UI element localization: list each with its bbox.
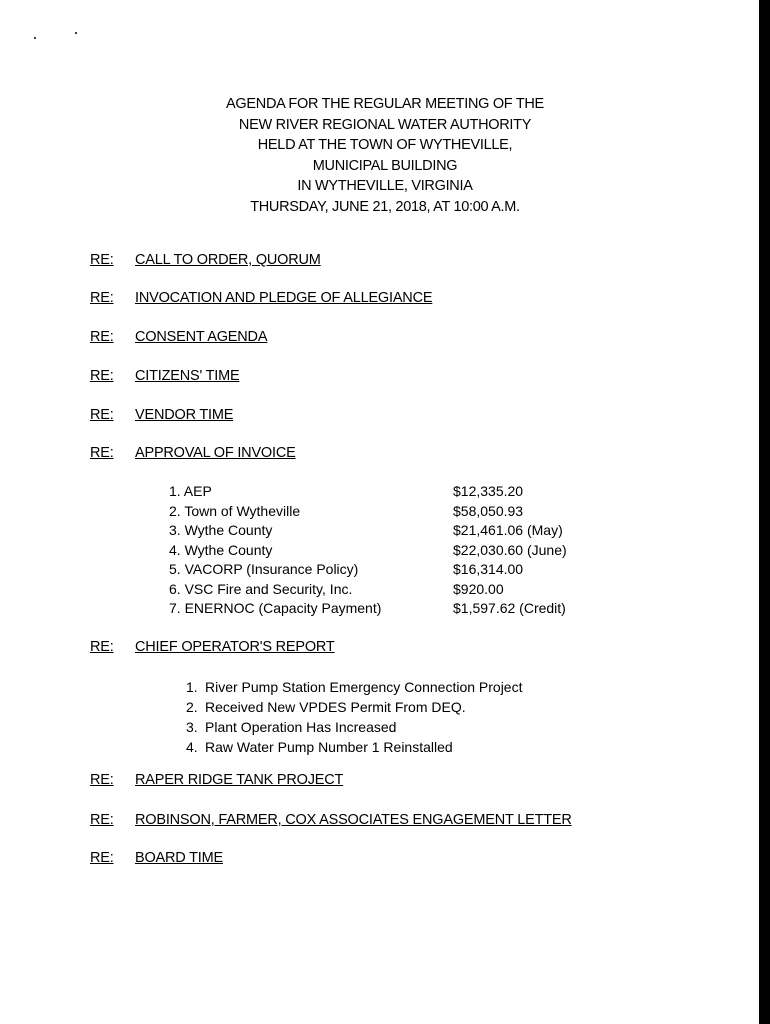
section-chief-operator-report bbox=[90, 639, 335, 655]
report-item-text: River Pump Station Emergency Connection Project bbox=[205, 679, 523, 695]
scan-speck bbox=[75, 32, 77, 34]
report-item-number: 4. bbox=[186, 739, 198, 755]
section-board-time bbox=[90, 850, 223, 866]
invoice-amount: $58,050.93 bbox=[453, 502, 524, 519]
report-item-number: 2. bbox=[186, 699, 198, 715]
section-re-label: RE: bbox=[90, 850, 114, 866]
invoice-amount: $920.00 bbox=[453, 580, 504, 597]
section-title: ROBINSON, FARMER, COX ASSOCIATES ENGAGEMENT LETTER bbox=[135, 812, 572, 828]
invoice-name: 6. VSC Fire and Security, Inc. bbox=[169, 580, 353, 597]
report-item-text: Plant Operation Has Increased bbox=[205, 719, 397, 735]
invoice-name: 3. Wythe County bbox=[169, 522, 273, 538]
report-item bbox=[186, 697, 522, 717]
invoice-amount: $1,597.62 (Credit) bbox=[453, 600, 566, 616]
section-invocation bbox=[90, 290, 432, 306]
section-approval-of-invoice bbox=[90, 445, 296, 461]
section-re-label: RE: bbox=[90, 329, 114, 345]
section-re-label: RE: bbox=[90, 445, 114, 461]
report-list bbox=[186, 677, 522, 757]
section-title: CALL TO ORDER, QUORUM bbox=[135, 252, 321, 268]
agenda-header bbox=[0, 94, 770, 217]
section-re-label: RE: bbox=[90, 812, 114, 828]
header-line: AGENDA FOR THE REGULAR MEETING OF THE bbox=[226, 96, 544, 112]
section-re-label: RE: bbox=[90, 772, 114, 788]
section-consent-agenda bbox=[90, 329, 267, 345]
section-raper-ridge-tank bbox=[90, 772, 343, 788]
section-citizens-time bbox=[90, 368, 239, 384]
section-re-label: RE: bbox=[90, 639, 114, 655]
scan-speck bbox=[34, 37, 36, 39]
report-item-number: 1. bbox=[186, 679, 198, 695]
header-line: NEW RIVER REGIONAL WATER AUTHORITY bbox=[238, 116, 532, 133]
report-item bbox=[186, 737, 522, 757]
section-title: CHIEF OPERATOR'S REPORT bbox=[135, 639, 335, 655]
report-item bbox=[186, 677, 522, 697]
section-title: VENDOR TIME bbox=[135, 407, 234, 423]
section-title: BOARD TIME bbox=[135, 850, 223, 866]
section-engagement-letter bbox=[90, 812, 572, 828]
section-re-label: RE: bbox=[90, 368, 114, 384]
section-title: APPROVAL OF INVOICE bbox=[135, 445, 296, 461]
section-title: RAPER RIDGE TANK PROJECT bbox=[135, 772, 344, 788]
section-title: CONSENT AGENDA bbox=[135, 329, 268, 345]
section-re-label: RE: bbox=[90, 290, 114, 306]
report-item bbox=[186, 717, 522, 737]
section-vendor-time bbox=[90, 407, 233, 423]
invoice-amount: $12,335.20 bbox=[453, 483, 524, 499]
invoice-amount: $21,461.06 (May) bbox=[453, 522, 563, 538]
invoice-amount: $22,030.60 (June) bbox=[453, 541, 567, 558]
invoice-name: 7. ENERNOC (Capacity Payment) bbox=[169, 600, 382, 616]
header-line: HELD AT THE TOWN OF WYTHEVILLE, bbox=[257, 137, 513, 153]
invoice-amount: $16,314.00 bbox=[453, 561, 524, 577]
invoice-name: 5. VACORP (Insurance Policy) bbox=[169, 561, 359, 577]
section-re-label: RE: bbox=[90, 407, 114, 423]
section-call-to-order bbox=[90, 252, 321, 268]
header-line: THURSDAY, JUNE 21, 2018, AT 10:00 A.M. bbox=[250, 198, 520, 215]
header-line: IN WYTHEVILLE, VIRGINIA bbox=[297, 178, 473, 194]
report-item-text: Raw Water Pump Number 1 Reinstalled bbox=[205, 739, 453, 755]
invoice-name: 2. Town of Wytheville bbox=[169, 502, 301, 519]
invoice-name: 1. AEP bbox=[169, 483, 212, 499]
section-title: CITIZENS' TIME bbox=[135, 368, 240, 384]
header-line: MUNICIPAL BUILDING bbox=[312, 157, 458, 174]
report-item-number: 3. bbox=[186, 719, 198, 735]
section-re-label: RE: bbox=[90, 252, 114, 268]
invoice-name: 4. Wythe County bbox=[169, 541, 273, 558]
section-title: INVOCATION AND PLEDGE OF ALLEGIANCE bbox=[135, 290, 433, 306]
report-item-text: Received New VPDES Permit From DEQ. bbox=[205, 699, 466, 715]
